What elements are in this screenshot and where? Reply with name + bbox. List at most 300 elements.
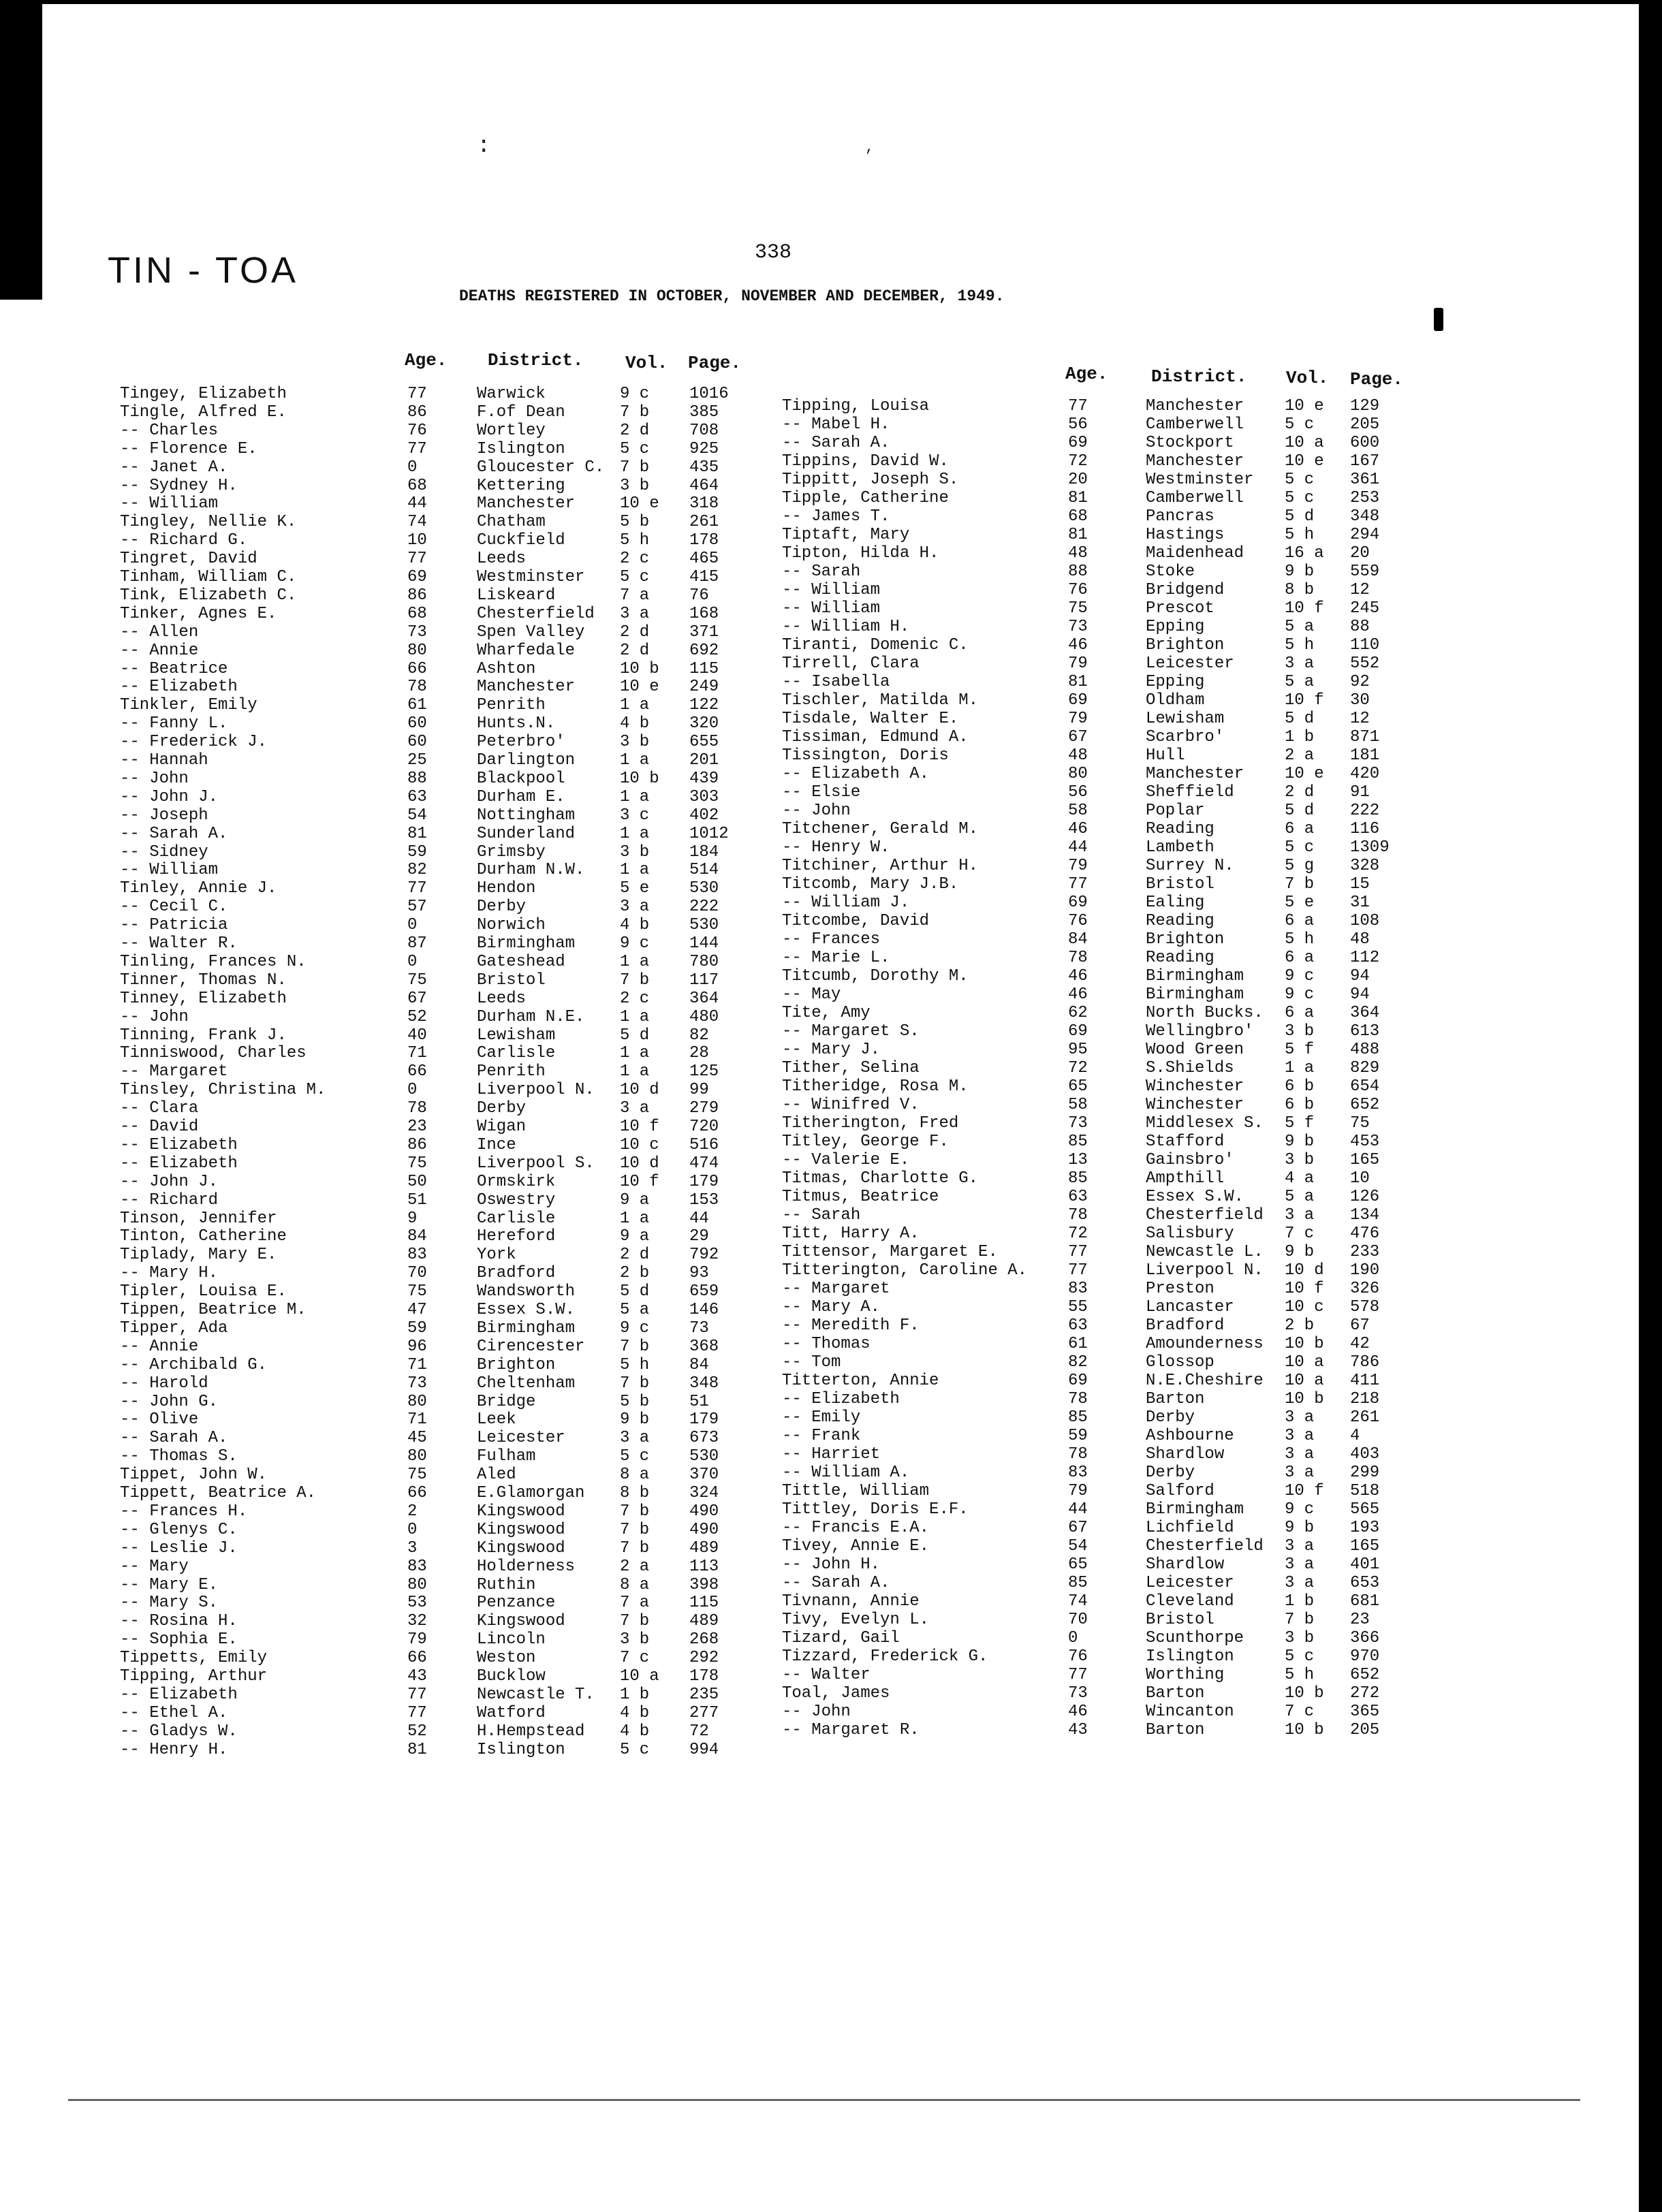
entry-vol: 9 b bbox=[1285, 563, 1315, 581]
entry-name: Titmas, Charlotte G. bbox=[782, 1169, 979, 1188]
scan-speck: : bbox=[477, 133, 491, 159]
entry-vol: 3 a bbox=[620, 1099, 650, 1118]
entry-page: 144 bbox=[689, 934, 719, 953]
entry-name: -- Elizabeth bbox=[120, 1135, 238, 1154]
entry-page: 279 bbox=[689, 1099, 719, 1118]
entry-district: Lichfield bbox=[1146, 1519, 1234, 1537]
entry-name: -- Beatrice bbox=[120, 659, 228, 678]
entry-vol: 3 a bbox=[620, 1429, 650, 1448]
entry-page: 129 bbox=[1350, 397, 1380, 415]
entry-district: Camberwell bbox=[1146, 415, 1244, 434]
entry-age: 76 bbox=[1068, 912, 1088, 930]
entry-name: -- Thomas bbox=[782, 1335, 871, 1353]
entry-age: 72 bbox=[1068, 1224, 1088, 1243]
entry-age: 62 bbox=[1068, 1004, 1088, 1022]
entry-page: 134 bbox=[1350, 1206, 1380, 1224]
entry-vol: 6 b bbox=[1285, 1077, 1315, 1096]
entry-district: Manchester bbox=[1146, 397, 1244, 415]
register-entry bbox=[0, 1170, 1662, 1188]
entry-name: Tinley, Annie J. bbox=[120, 879, 277, 898]
entry-district: Barton bbox=[1146, 1684, 1205, 1703]
entry-vol: 3 b bbox=[1285, 1151, 1315, 1169]
entry-age: 80 bbox=[407, 1575, 427, 1594]
entry-age: 47 bbox=[407, 1301, 427, 1319]
entry-page: 368 bbox=[689, 1337, 719, 1356]
register-entry bbox=[0, 1391, 1662, 1408]
register-entry bbox=[0, 1299, 1662, 1316]
entry-age: 75 bbox=[407, 970, 427, 990]
entry-vol: 10 c bbox=[620, 1135, 659, 1154]
entry-age: 74 bbox=[1068, 1592, 1088, 1611]
entry-district: Surrey N. bbox=[1146, 857, 1234, 875]
entry-vol: 2 d bbox=[620, 421, 650, 440]
register-title: DEATHS REGISTERED IN OCTOBER, NOVEMBER AND DECEMBER, 1949. bbox=[459, 287, 1005, 305]
entry-name: Tinling, Frances N. bbox=[120, 952, 307, 971]
entry-vol: 3 a bbox=[620, 898, 650, 917]
register-entry bbox=[0, 968, 1662, 985]
entry-age: 46 bbox=[1068, 636, 1088, 654]
entry-page: 67 bbox=[1350, 1316, 1370, 1335]
entry-district: Manchester bbox=[1146, 765, 1244, 783]
entry-vol: 16 a bbox=[1285, 544, 1324, 563]
entry-vol: 1 a bbox=[620, 1209, 650, 1228]
entry-age: 58 bbox=[1068, 1096, 1088, 1114]
entry-name: -- Sarah A. bbox=[782, 434, 890, 452]
entry-vol: 10 b bbox=[1285, 1684, 1324, 1703]
entry-vol: 7 b bbox=[620, 1520, 650, 1539]
register-entry bbox=[0, 821, 1662, 838]
entry-name: Tippetts, Emily bbox=[120, 1649, 268, 1668]
entry-page: 94 bbox=[1350, 985, 1370, 1004]
entry-page: 179 bbox=[689, 1172, 719, 1191]
entry-district: Newcastle T. bbox=[477, 1685, 595, 1704]
register-entry bbox=[0, 913, 1662, 930]
entry-age: 77 bbox=[407, 1685, 427, 1704]
entry-page: 94 bbox=[1350, 967, 1370, 985]
register-entry bbox=[0, 1575, 1662, 1592]
entry-page: 652 bbox=[1350, 1666, 1380, 1684]
entry-age: 56 bbox=[1068, 783, 1088, 802]
entry-age: 78 bbox=[1068, 1206, 1088, 1224]
entry-vol: 1 a bbox=[620, 787, 650, 806]
entry-vol: 10 b bbox=[1285, 1721, 1324, 1739]
entry-age: 86 bbox=[407, 402, 427, 422]
entry-vol: 2 c bbox=[620, 550, 650, 569]
entry-name: -- Harriet bbox=[782, 1445, 881, 1464]
entry-name: Tischler, Matilda M. bbox=[782, 691, 979, 710]
entry-vol: 2 a bbox=[1285, 746, 1315, 765]
entry-name: -- Mary bbox=[120, 1557, 189, 1576]
entry-age: 83 bbox=[407, 1557, 427, 1576]
entry-district: North Bucks. bbox=[1146, 1004, 1264, 1022]
entry-name: Tizzard, Frederick G. bbox=[782, 1647, 988, 1666]
register-entry bbox=[0, 839, 1662, 857]
entry-district: Wigan bbox=[477, 1118, 527, 1136]
entry-district: H.Hempstead bbox=[477, 1722, 585, 1741]
register-entry bbox=[0, 747, 1662, 765]
entry-age: 84 bbox=[407, 1227, 427, 1246]
entry-age: 40 bbox=[407, 1026, 427, 1045]
register-entry bbox=[0, 1005, 1662, 1022]
left-header-page: Page. bbox=[688, 353, 742, 373]
entry-page: 249 bbox=[689, 678, 719, 697]
register-entry bbox=[0, 1078, 1662, 1096]
entry-age: 69 bbox=[1068, 434, 1088, 452]
entry-page: 299 bbox=[1350, 1464, 1380, 1482]
register-entry bbox=[0, 692, 1662, 710]
entry-vol: 3 a bbox=[1285, 1408, 1315, 1427]
entry-name: Tissiman, Edmund A. bbox=[782, 728, 969, 746]
entry-vol: 2 d bbox=[620, 641, 650, 660]
entry-page: 516 bbox=[689, 1135, 719, 1154]
entry-page: 398 bbox=[689, 1575, 719, 1594]
entry-age: 55 bbox=[1068, 1298, 1088, 1316]
register-entry bbox=[0, 471, 1662, 489]
entry-page: 371 bbox=[689, 622, 719, 642]
entry-vol: 1 a bbox=[620, 751, 650, 770]
entry-page: 420 bbox=[1350, 765, 1380, 783]
register-entry bbox=[0, 1722, 1662, 1739]
entry-name: Titcomb, Mary J.B. bbox=[782, 875, 959, 894]
entry-age: 87 bbox=[407, 934, 427, 953]
entry-page: 364 bbox=[689, 989, 719, 1008]
entry-page: 178 bbox=[689, 1667, 719, 1686]
entry-page: 328 bbox=[1350, 857, 1380, 875]
entry-age: 13 bbox=[1068, 1151, 1088, 1169]
register-entry bbox=[0, 802, 1662, 820]
entry-age: 66 bbox=[407, 1484, 427, 1502]
entry-age: 84 bbox=[1068, 930, 1088, 949]
entry-page: 108 bbox=[1350, 912, 1380, 930]
entry-page: 117 bbox=[689, 970, 719, 990]
entry-name: Tiplady, Mary E. bbox=[120, 1246, 277, 1265]
entry-district: Ampthill bbox=[1146, 1169, 1225, 1188]
register-entry bbox=[0, 1666, 1662, 1684]
entry-vol: 10 c bbox=[1285, 1298, 1324, 1316]
entry-page: 681 bbox=[1350, 1592, 1380, 1611]
entry-district: Bristol bbox=[1146, 875, 1214, 894]
entry-vol: 8 b bbox=[1285, 581, 1315, 599]
entry-page: 115 bbox=[689, 1594, 719, 1613]
entry-age: 69 bbox=[1068, 1372, 1088, 1390]
entry-district: Kingswood bbox=[477, 1502, 565, 1521]
entry-district: Pancras bbox=[1146, 507, 1214, 526]
entry-page: 277 bbox=[689, 1703, 719, 1722]
entry-district: Brighton bbox=[1146, 930, 1225, 949]
entry-name: Titt, Harry A. bbox=[782, 1224, 920, 1243]
entry-district: Essex S.W. bbox=[1146, 1188, 1244, 1206]
entry-name: -- Margaret bbox=[782, 1280, 890, 1298]
entry-age: 0 bbox=[407, 458, 418, 477]
entry-name: -- Mabel H. bbox=[782, 415, 890, 434]
entry-name: Tinker, Agnes E. bbox=[120, 604, 277, 623]
entry-district: Chatham bbox=[477, 513, 546, 532]
entry-vol: 2 b bbox=[620, 1264, 650, 1283]
entry-age: 79 bbox=[1068, 654, 1088, 673]
entry-page: 435 bbox=[689, 458, 719, 477]
entry-district: Bradford bbox=[477, 1264, 556, 1283]
entry-page: 110 bbox=[1350, 636, 1380, 654]
entry-name: -- Margaret R. bbox=[782, 1721, 920, 1739]
entry-page: 99 bbox=[689, 1081, 709, 1100]
entry-page: 190 bbox=[1350, 1261, 1380, 1280]
entry-page: 1016 bbox=[689, 385, 729, 403]
page-number: 338 bbox=[755, 241, 792, 264]
entry-vol: 10 f bbox=[1285, 599, 1324, 618]
entry-name: -- Frank bbox=[782, 1427, 861, 1445]
entry-vol: 5 e bbox=[620, 879, 650, 898]
entry-name: -- Sophia E. bbox=[120, 1630, 238, 1649]
entry-page: 179 bbox=[689, 1410, 719, 1429]
entry-age: 46 bbox=[1068, 1703, 1088, 1721]
entry-name: -- William bbox=[120, 494, 219, 514]
entry-name: -- Sarah A. bbox=[782, 1574, 890, 1592]
entry-district: Nottingham bbox=[477, 806, 576, 825]
entry-district: Weston bbox=[477, 1649, 536, 1668]
entry-age: 52 bbox=[407, 1722, 427, 1741]
entry-vol: 5 c bbox=[1285, 838, 1315, 857]
entry-page: 871 bbox=[1350, 728, 1380, 746]
entry-district: Manchester bbox=[477, 494, 576, 514]
entry-age: 77 bbox=[407, 385, 427, 403]
entry-district: Birmingham bbox=[1146, 1500, 1244, 1519]
entry-vol: 1 a bbox=[620, 952, 650, 971]
entry-age: 81 bbox=[1068, 673, 1088, 691]
entry-district: Wortley bbox=[477, 421, 546, 440]
entry-age: 76 bbox=[1068, 1647, 1088, 1666]
entry-district: Hereford bbox=[477, 1227, 556, 1246]
entry-vol: 6 a bbox=[1285, 949, 1315, 967]
entry-district: Manchester bbox=[1146, 452, 1244, 471]
entry-district: Kingswood bbox=[477, 1520, 565, 1539]
entry-name: Tipler, Louisa E. bbox=[120, 1282, 287, 1301]
entry-age: 25 bbox=[407, 751, 427, 770]
entry-age: 73 bbox=[1068, 618, 1088, 636]
entry-age: 96 bbox=[407, 1337, 427, 1356]
entry-district: Epping bbox=[1146, 618, 1205, 636]
entry-district: Cuckfield bbox=[477, 531, 565, 550]
register-entry bbox=[0, 416, 1662, 434]
entry-vol: 7 c bbox=[620, 1649, 650, 1668]
entry-district: Winchester bbox=[1146, 1077, 1244, 1096]
register-entry bbox=[0, 1115, 1662, 1133]
entry-name: -- John J. bbox=[120, 1172, 219, 1191]
entry-vol: 4 a bbox=[1285, 1169, 1315, 1188]
entry-age: 79 bbox=[1068, 1482, 1088, 1500]
entry-district: Hunts.N. bbox=[477, 714, 556, 733]
entry-page: 514 bbox=[689, 861, 719, 880]
entry-age: 44 bbox=[1068, 838, 1088, 857]
entry-name: Tinney, Elizabeth bbox=[120, 989, 287, 1008]
entry-name: -- Sarah bbox=[782, 563, 861, 581]
entry-district: Sheffield bbox=[1146, 783, 1234, 802]
entry-page: 146 bbox=[689, 1301, 719, 1319]
register-entry bbox=[0, 1611, 1662, 1629]
entry-vol: 5 d bbox=[1285, 802, 1315, 820]
entry-page: 184 bbox=[689, 842, 719, 862]
entry-page: 201 bbox=[689, 751, 719, 770]
entry-district: Chesterfield bbox=[477, 604, 595, 623]
entry-page: 320 bbox=[689, 714, 719, 733]
entry-page: 73 bbox=[689, 1318, 709, 1338]
register-entry bbox=[0, 931, 1662, 949]
register-entry bbox=[0, 1280, 1662, 1298]
entry-vol: 9 a bbox=[620, 1190, 650, 1210]
entry-page: 829 bbox=[1350, 1059, 1380, 1077]
entry-page: 613 bbox=[1350, 1022, 1380, 1041]
entry-page: 490 bbox=[689, 1520, 719, 1539]
entry-district: Amounderness bbox=[1146, 1335, 1264, 1353]
entry-page: 1012 bbox=[689, 824, 729, 843]
entry-vol: 7 b bbox=[620, 1538, 650, 1558]
entry-age: 71 bbox=[407, 1410, 427, 1429]
register-entry bbox=[0, 1372, 1662, 1390]
entry-district: Wandsworth bbox=[477, 1282, 576, 1301]
entry-page: 530 bbox=[689, 916, 719, 935]
entry-vol: 3 a bbox=[620, 604, 650, 623]
entry-age: 0 bbox=[407, 916, 418, 935]
entry-district: Hull bbox=[1146, 746, 1185, 765]
entry-vol: 5 d bbox=[620, 1282, 650, 1301]
entry-vol: 5 d bbox=[620, 1026, 650, 1045]
entry-name: -- Mary S. bbox=[120, 1594, 219, 1613]
entry-vol: 8 a bbox=[620, 1466, 650, 1485]
entry-name: Tisdale, Walter E. bbox=[782, 710, 959, 728]
entry-page: 115 bbox=[689, 659, 719, 678]
entry-vol: 4 b bbox=[620, 916, 650, 935]
entry-vol: 7 b bbox=[620, 402, 650, 422]
entry-name: -- Harold bbox=[120, 1374, 208, 1393]
scan-mark bbox=[1434, 308, 1443, 331]
entry-age: 20 bbox=[1068, 471, 1088, 489]
entry-vol: 10 f bbox=[1285, 1482, 1324, 1500]
entry-vol: 5 c bbox=[1285, 1647, 1315, 1666]
entry-age: 77 bbox=[407, 879, 427, 898]
entry-name: Tiranti, Domenic C. bbox=[782, 636, 969, 654]
entry-district: Birmingham bbox=[477, 934, 576, 953]
entry-age: 77 bbox=[407, 550, 427, 569]
entry-district: Preston bbox=[1146, 1280, 1214, 1298]
entry-vol: 10 b bbox=[1285, 1335, 1324, 1353]
entry-district: Fulham bbox=[477, 1447, 536, 1466]
entry-name: -- May bbox=[782, 985, 841, 1004]
entry-age: 70 bbox=[407, 1264, 427, 1283]
entry-page: 218 bbox=[1350, 1390, 1380, 1408]
entry-vol: 3 a bbox=[1285, 1537, 1315, 1555]
entry-vol: 9 b bbox=[1285, 1519, 1315, 1537]
entry-vol: 5 g bbox=[1285, 857, 1315, 875]
entry-page: 559 bbox=[1350, 563, 1380, 581]
entry-age: 80 bbox=[407, 1392, 427, 1411]
entry-page: 403 bbox=[1350, 1445, 1380, 1464]
entry-name: Tipping, Louisa bbox=[782, 397, 930, 415]
entry-page: 153 bbox=[689, 1190, 719, 1210]
entry-district: Derby bbox=[477, 1099, 527, 1118]
entry-age: 67 bbox=[1068, 1519, 1088, 1537]
entry-age: 0 bbox=[407, 952, 418, 971]
entry-vol: 10 a bbox=[1285, 434, 1324, 452]
entry-vol: 1 a bbox=[620, 861, 650, 880]
entry-vol: 6 a bbox=[1285, 1004, 1315, 1022]
entry-name: Tippitt, Joseph S. bbox=[782, 471, 959, 489]
entry-page: 23 bbox=[1350, 1611, 1370, 1629]
entry-vol: 5 c bbox=[620, 1447, 650, 1466]
entry-district: Brighton bbox=[477, 1355, 556, 1374]
entry-age: 52 bbox=[407, 1007, 427, 1026]
entry-district: Penrith bbox=[477, 696, 546, 715]
entry-age: 66 bbox=[407, 659, 427, 678]
entry-page: 116 bbox=[1350, 820, 1380, 838]
entry-page: 692 bbox=[689, 641, 719, 660]
entry-district: Glossop bbox=[1146, 1353, 1214, 1372]
scan-border-left bbox=[0, 0, 42, 300]
entry-age: 78 bbox=[1068, 949, 1088, 967]
entry-page: 167 bbox=[1350, 452, 1380, 471]
entry-name: Tinham, William C. bbox=[120, 568, 297, 586]
entry-vol: 7 b bbox=[620, 1337, 650, 1356]
entry-page: 113 bbox=[689, 1557, 719, 1576]
entry-age: 85 bbox=[1068, 1133, 1088, 1151]
entry-name: Tingret, David bbox=[120, 550, 257, 569]
entry-page: 970 bbox=[1350, 1647, 1380, 1666]
entry-name: Titchener, Gerald M. bbox=[782, 820, 979, 838]
entry-page: 93 bbox=[689, 1264, 709, 1283]
entry-district: Cirencester bbox=[477, 1337, 585, 1356]
entry-district: Ashton bbox=[477, 659, 536, 678]
entry-page: 112 bbox=[1350, 949, 1380, 967]
entry-page: 385 bbox=[689, 402, 719, 422]
entry-page: 193 bbox=[1350, 1519, 1380, 1537]
entry-vol: 1 b bbox=[620, 1685, 650, 1704]
entry-age: 9 bbox=[407, 1209, 418, 1228]
entry-name: -- William J. bbox=[782, 894, 910, 912]
entry-name: -- Charles bbox=[120, 421, 219, 440]
entry-vol: 9 c bbox=[1285, 967, 1315, 985]
entry-age: 74 bbox=[407, 513, 427, 532]
entry-name: Tipple, Catherine bbox=[782, 489, 949, 507]
entry-district: Durham E. bbox=[477, 787, 565, 806]
entry-page: 530 bbox=[689, 1447, 719, 1466]
entry-age: 46 bbox=[1068, 985, 1088, 1004]
entry-vol: 10 f bbox=[1285, 1280, 1324, 1298]
entry-district: Islington bbox=[1146, 1647, 1234, 1666]
register-entry bbox=[0, 655, 1662, 673]
bottom-rule bbox=[68, 2099, 1580, 2101]
entry-vol: 1 a bbox=[620, 1007, 650, 1026]
entry-name: -- Elizabeth bbox=[782, 1390, 900, 1408]
entry-district: Derby bbox=[1146, 1408, 1195, 1427]
register-entry bbox=[0, 894, 1662, 912]
entry-vol: 6 a bbox=[1285, 912, 1315, 930]
entry-age: 82 bbox=[407, 861, 427, 880]
entry-vol: 4 b bbox=[620, 1722, 650, 1741]
entry-age: 60 bbox=[407, 733, 427, 752]
entry-age: 77 bbox=[1068, 875, 1088, 894]
entry-name: Tipton, Hilda H. bbox=[782, 544, 939, 563]
entry-page: 4 bbox=[1350, 1427, 1360, 1445]
entry-page: 82 bbox=[689, 1026, 709, 1045]
entry-vol: 10 e bbox=[1285, 452, 1324, 471]
entry-district: Prescot bbox=[1146, 599, 1214, 618]
entry-vol: 5 a bbox=[1285, 618, 1315, 636]
entry-page: 708 bbox=[689, 421, 719, 440]
entry-age: 79 bbox=[1068, 857, 1088, 875]
entry-district: Bradford bbox=[1146, 1316, 1225, 1335]
entry-name: -- Tom bbox=[782, 1353, 841, 1372]
register-entry bbox=[0, 1354, 1662, 1372]
entry-name: -- Mary E. bbox=[120, 1575, 219, 1594]
entry-name: Tiptaft, Mary bbox=[782, 526, 910, 544]
